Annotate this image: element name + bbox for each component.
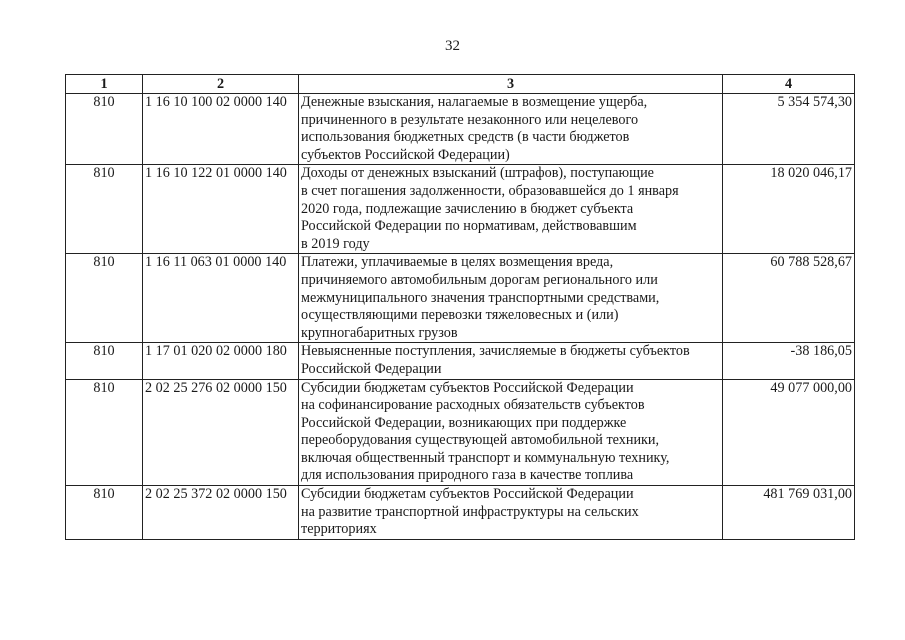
table-header-row [66, 75, 855, 94]
revenue-name-cell [299, 165, 723, 254]
revenue-name-cell [299, 343, 723, 379]
revenue-name-cell [299, 94, 723, 165]
table-row [66, 379, 855, 486]
revenue-name-line: территориях [301, 521, 377, 538]
revenue-name-line: Субсидии бюджетам субъектов Российской Федерации [301, 486, 634, 503]
admin-code-cell: 810 [66, 343, 143, 379]
revenue-name-line: Субсидии бюджетам субъектов Российской Федерации [301, 379, 634, 396]
revenue-name-line: Российской Федерации, возникающих при поддержке [301, 414, 627, 431]
revenue-name-line: Российской Федерации по нормативам, действовавшим [301, 218, 637, 235]
revenue-name-line: Денежные взыскания, налагаемые в возмещение ущерба, [301, 94, 648, 110]
revenue-name-line: Российской Федерации [301, 360, 442, 377]
revenue-name-line: субъектов Российской Федерации) [301, 146, 510, 163]
revenue-name-line: для использования природного газа в качестве топлива [301, 467, 634, 484]
revenue-name-line: на развитие транспортной инфраструктуры на сельских [301, 503, 639, 520]
revenue-name-line: Платежи, уплачиваемые в целях возмещения вреда, [301, 254, 614, 271]
admin-code-cell: 810 [66, 94, 143, 165]
column-header-2: 2 [143, 75, 299, 94]
column-header-3: 3 [299, 75, 723, 94]
table-row [66, 486, 855, 540]
table-row [66, 343, 855, 379]
table-row [66, 165, 855, 254]
revenue-name-line: в счет погашения задолженности, образовавшейся до 1 января [301, 182, 679, 199]
revenue-name-line: причиненного в результате незаконного или нецелевого [301, 111, 639, 128]
revenue-name-line: переоборудования существующей автомобильной техники, [301, 432, 660, 449]
budget-classification-code-cell: 1 16 10 100 02 0000 140 [143, 94, 299, 165]
admin-code-cell: 810 [66, 379, 143, 486]
admin-code-cell: 810 [66, 254, 143, 343]
budget-classification-code-cell: 2 02 25 372 02 0000 150 [143, 486, 299, 540]
revenue-name-line: причиняемого автомобильным дорогам регионального или [301, 271, 658, 288]
amount-cell: 60 788 528,67 [723, 254, 855, 343]
column-header-1: 1 [66, 75, 143, 94]
page-number: 32 [445, 38, 460, 54]
amount-cell: 18 020 046,17 [723, 165, 855, 254]
amount-cell: 49 077 000,00 [723, 379, 855, 486]
revenue-name-line: межмуниципального значения транспортными средствами, [301, 289, 660, 306]
revenue-name-line: включая общественный транспорт и коммунальную технику, [301, 449, 670, 466]
revenue-name-line: на софинансирование расходных обязательств субъектов [301, 397, 645, 414]
revenue-name-cell [299, 254, 723, 343]
amount-cell: 5 354 574,30 [723, 94, 855, 165]
table-row [66, 254, 855, 343]
revenue-name-cell [299, 379, 723, 486]
table-body [66, 94, 855, 540]
budget-revenue-table [65, 74, 855, 540]
admin-code-cell: 810 [66, 486, 143, 540]
revenue-name-line: Доходы от денежных взысканий (штрафов), поступающие [301, 165, 654, 182]
budget-classification-code-cell: 2 02 25 276 02 0000 150 [143, 379, 299, 486]
revenue-name-line: осуществляющими перевозки тяжеловесных и (или) [301, 307, 619, 324]
table-row [66, 94, 855, 165]
revenue-name-cell [299, 486, 723, 540]
amount-cell: 481 769 031,00 [723, 486, 855, 540]
admin-code-cell: 810 [66, 165, 143, 254]
budget-classification-code-cell: 1 16 11 063 01 0000 140 [143, 254, 299, 343]
budget-classification-code-cell: 1 16 10 122 01 0000 140 [143, 165, 299, 254]
budget-classification-code-cell: 1 17 01 020 02 0000 180 [143, 343, 299, 379]
revenue-name-line: использования бюджетных средств (в части бюджетов [301, 129, 630, 146]
revenue-name-line: 2020 года, подлежащие зачислению в бюджет субъекта [301, 200, 634, 217]
revenue-name-line: в 2019 году [301, 235, 370, 252]
column-header-4: 4 [723, 75, 855, 94]
amount-cell: -38 186,05 [723, 343, 855, 379]
revenue-name-line: крупногабаритных грузов [301, 324, 458, 341]
revenue-name-line: Невыясненные поступления, зачисляемые в бюджеты субъектов [301, 343, 690, 360]
